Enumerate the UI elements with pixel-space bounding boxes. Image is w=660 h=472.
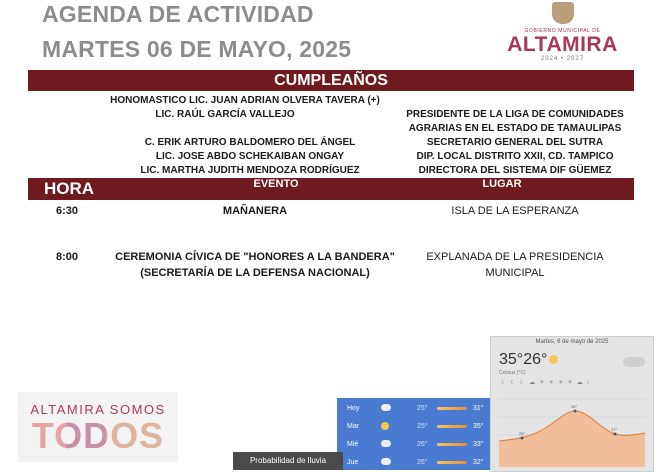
temp-point <box>574 410 577 413</box>
logo-name: ALTAMIRA <box>507 33 618 56</box>
temperature-curve-chart <box>497 389 647 467</box>
agenda-date: MARTES 06 DE MAYO, 2025 <box>42 36 352 62</box>
temp-point-label: 35° <box>571 404 578 409</box>
high-temp: 31° <box>473 405 484 412</box>
cloud-icon <box>381 458 391 465</box>
day-label: Jue <box>347 459 359 466</box>
sun-icon <box>381 422 389 430</box>
weather-detail-panel <box>490 336 654 472</box>
cloud-icon <box>381 440 391 447</box>
low-temp: 26° <box>417 441 428 448</box>
slogan-logo <box>18 392 178 462</box>
day-label: Hoy <box>347 405 360 412</box>
crest-icon <box>552 2 574 24</box>
col-hora: HORA <box>44 179 95 198</box>
altamira-logo <box>495 0 630 66</box>
slogan-line2: TODOS <box>18 417 178 455</box>
weather-temps <box>499 351 558 369</box>
weather-date: Martes, 6 de mayo de 2025 <box>535 339 609 345</box>
event-time: 6:30 <box>56 205 79 217</box>
event-place: EXPLANADA DE LA PRESIDENCIA MUNICIPAL <box>426 251 604 279</box>
birthday-name: HONOMASTICO LIC. JUAN ADRIAN OLVERA TAVERA (+) <box>110 95 380 106</box>
high-temp: 32° <box>473 459 484 466</box>
agenda-title: AGENDA DE ACTIVIDAD <box>42 1 314 27</box>
event-place: ISLA DE LA ESPERANZA <box>451 205 579 217</box>
weather-day-row <box>337 400 492 417</box>
temp-point-label: 27° <box>611 427 618 432</box>
cloud-icon <box>381 404 391 411</box>
temp-point <box>521 437 524 440</box>
col-lugar: LUGAR <box>482 178 522 190</box>
birthday-name: LIC. RAÚL GARCÍA VALLEJO <box>155 109 295 120</box>
temp-range-bar <box>437 407 467 410</box>
weather-day-row <box>337 454 492 470</box>
event-name: CEREMONIA CÍVICA DE "HONORES A LA BANDERA"(SECRETARÍA DE LA DEFENSA NACIONAL) <box>115 251 395 279</box>
temp-range-bar <box>437 443 467 446</box>
low-temp: 25° <box>417 423 428 430</box>
weather-day-row <box>337 418 492 435</box>
logo-small-text: GOBIERNO MUNICIPAL DE <box>524 28 601 34</box>
high-temp: 33° <box>473 441 484 448</box>
high-temp: 35° <box>473 423 484 430</box>
low-temp: 26° <box>417 459 428 466</box>
slogan-line1: ALTAMIRA SOMOS <box>30 402 166 417</box>
temp-unit: Celsius (°C) <box>499 370 526 376</box>
temps-text: 35°26° <box>499 351 548 368</box>
sun-icon <box>549 355 558 364</box>
day-label: Mié <box>347 441 359 448</box>
rain-probability-label: Probabilidad de lluvia <box>233 452 343 470</box>
schedule-header <box>28 178 634 200</box>
logo-years: 2024 • 2027 <box>540 56 585 62</box>
day-label: Mar <box>347 423 360 430</box>
hourly-icons: ☾☾☾☁☀☀☀☀☁☾ <box>501 380 597 386</box>
temp-point <box>614 433 617 436</box>
birthday-position: DIP. LOCAL DISTRITO XXII, CD. TAMPICO <box>416 151 614 162</box>
low-temp: 25° <box>417 405 428 412</box>
col-evento: EVENTO <box>253 178 299 190</box>
temp-point-label: 28° <box>519 431 526 436</box>
birthday-name: C. ERIK ARTURO BALDOMERO DEL ÁNGEL <box>144 137 356 148</box>
view-toggle[interactable] <box>623 357 645 367</box>
birthday-name: LIC. JOSE ABDO SCHEKAIBAN ONGAY <box>155 151 345 162</box>
birthdays-header: CUMPLEAÑOS <box>28 70 634 91</box>
birthday-name: LIC. MARTHA JUDITH MENDOZA RODRÍGUEZ <box>140 165 360 176</box>
temp-range-bar <box>437 461 467 464</box>
birthday-position: DIRECTORA DEL SISTEMA DIF GÜEMEZ <box>418 165 612 176</box>
weather-forecast-list <box>337 398 492 470</box>
temp-range-bar <box>437 425 467 428</box>
birthday-position: SECRETARIO GENERAL DEL SUTRA <box>426 137 604 148</box>
birthday-position: PRESIDENTE DE LA LIGA DE COMUNIDADES AGRARIAS EN EL ESTADO DE TAMAULIPAS <box>406 109 624 134</box>
event-name: MAÑANERA <box>222 205 288 217</box>
event-time: 8:00 <box>56 251 79 263</box>
weather-day-row <box>337 436 492 453</box>
